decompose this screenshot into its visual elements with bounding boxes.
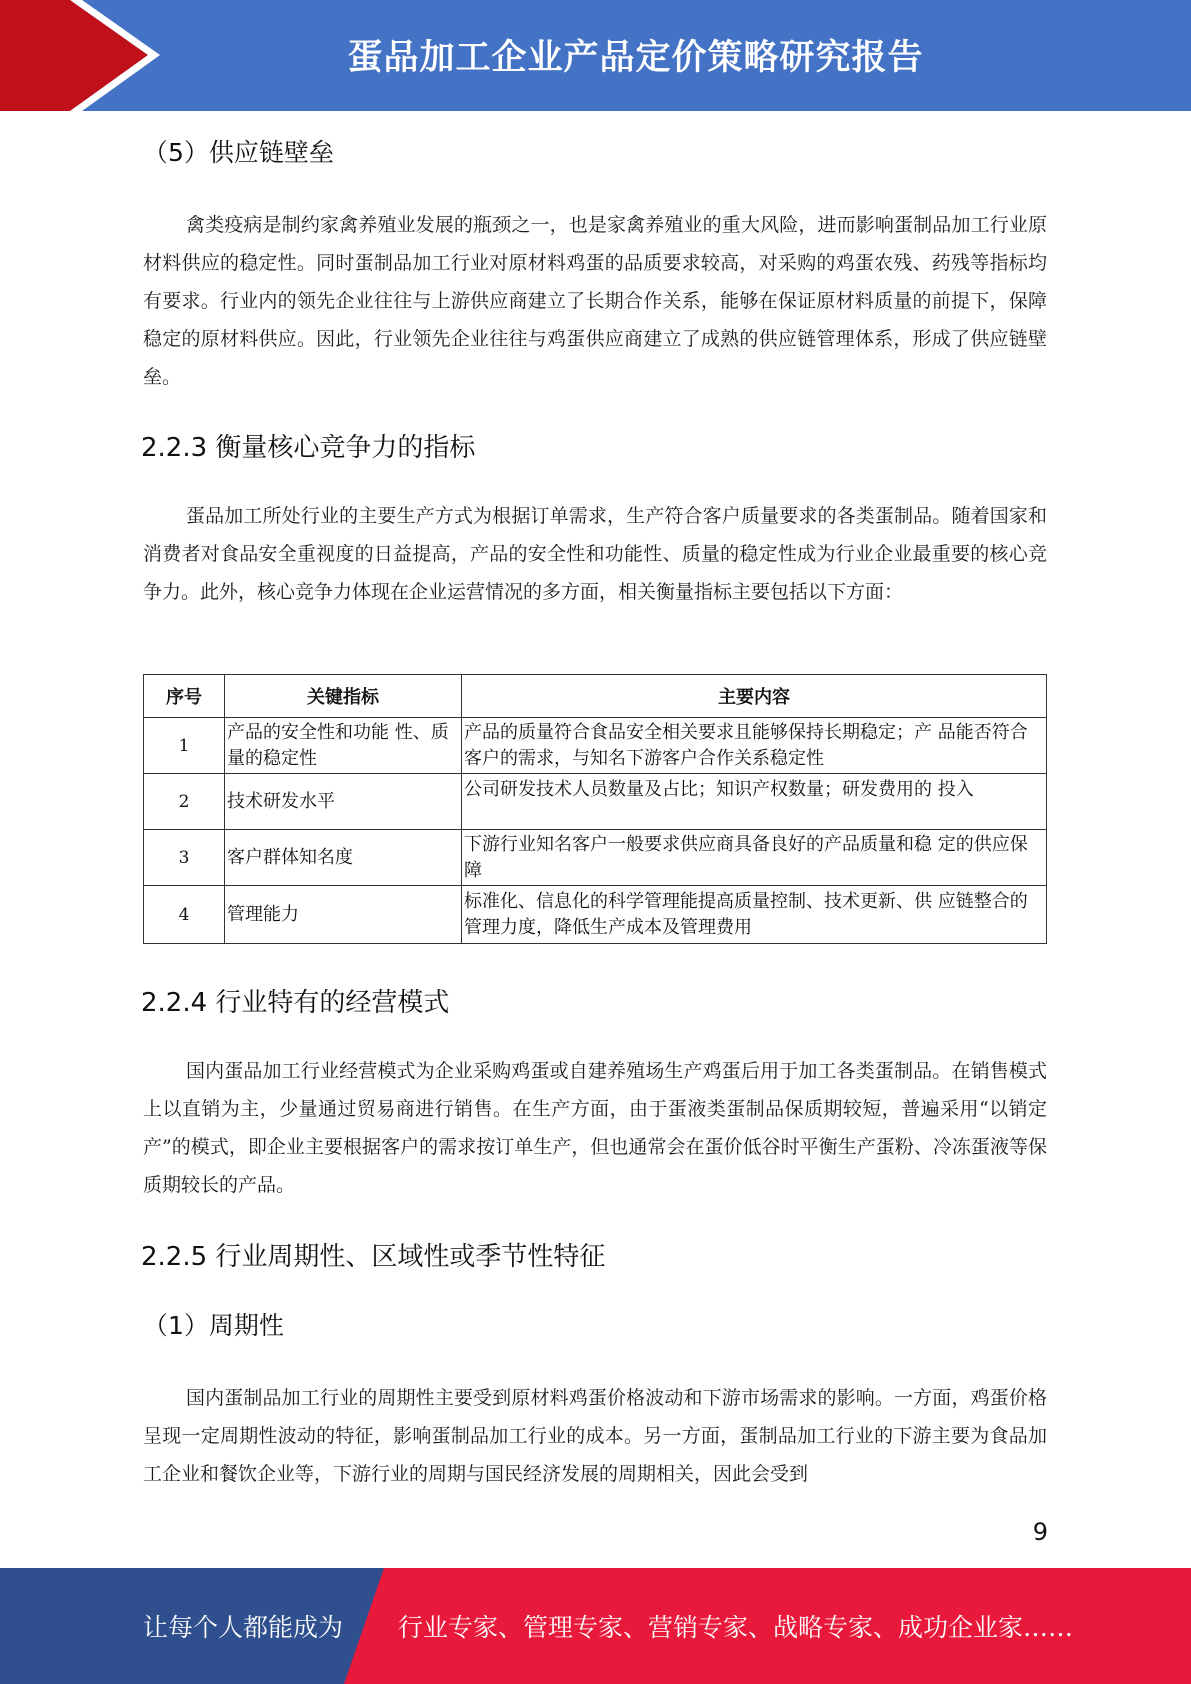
table-cell-content: 产品的质量符合食品安全相关要求且能够保持长期稳定；产 品能否符合客户的需求，与知名下游客户合作关系稳定性 xyxy=(462,718,1047,774)
table-cell-no: 3 xyxy=(144,830,225,886)
section-heading-2-2-5: 2.2.5 行业周期性、区域性或季节性特征 xyxy=(141,1242,606,1272)
subheading-supply-chain: （5）供应链壁垒 xyxy=(143,138,334,167)
paragraph-core-competitiveness: 蛋品加工所处行业的主要生产方式为根据订单需求，生产符合客户质量要求的各类蛋制品。随着国家和消费者对食品安全重视度的日益提高，产品的安全性和功能性、质量的稳定性成为行业企业最重要的核心竞争力。此外，核心竞争力体现在企业运营情况的多方面，相关衡量指标主要包括以下方面： xyxy=(143,505,1047,603)
table-cell-indicator: 管理能力 xyxy=(225,886,462,944)
table-cell-no: 1 xyxy=(144,718,225,774)
paragraph-supply-chain: 禽类疫病是制约家禽养殖业发展的瓶颈之一，也是家禽养殖业的重大风险，进而影响蛋制品加工行业原材料供应的稳定性。同时蛋制品加工行业对原材料鸡蛋的品质要求较高，对采购的鸡蛋农残、药残等指标均有要求。行业内的领先企业往往与上游供应商建立了长期合作关系，能够在保证原材料质量的前提下，保障稳定的原材料供应。因此，行业领先企业往往与鸡蛋供应商建立了成熟的供应链管理体系，形成了供应链壁垒。 xyxy=(143,214,1047,388)
table-cell-content: 标准化、信息化的科学管理能提高质量控制、技术更新、供 应链整合的管理力度，降低生产成本及管理费用 xyxy=(462,886,1047,944)
table-cell-indicator: 客户群体知名度 xyxy=(225,830,462,886)
indicator-table xyxy=(143,674,1047,944)
table-cell-indicator: 技术研发水平 xyxy=(225,774,462,830)
table-header-row xyxy=(144,675,1047,718)
table-row xyxy=(144,886,1047,944)
footer-slogan-left: 让每个人都能成为 xyxy=(143,1613,344,1642)
header-banner xyxy=(0,0,1191,111)
table-row xyxy=(144,718,1047,774)
table-row xyxy=(144,830,1047,886)
table-cell-content: 公司研发技术人员数量及占比；知识产权数量；研发费用的 投入 xyxy=(462,774,1047,830)
table-cell-indicator: 产品的安全性和功能 性、质量的稳定性 xyxy=(225,718,462,774)
table-header-no: 序号 xyxy=(144,675,225,718)
footer-banner xyxy=(0,1568,1191,1684)
section-heading-2-2-4: 2.2.4 行业特有的经营模式 xyxy=(141,988,450,1018)
paragraph-business-model: 国内蛋品加工行业经营模式为企业采购鸡蛋或自建养殖场生产鸡蛋后用于加工各类蛋制品。在销售模式上以直销为主，少量通过贸易商进行销售。在生产方面，由于蛋液类蛋制品保质期较短，普遍采用“以销定产”的模式，即企业主要根据客户的需求按订单生产，但也通常会在蛋价低谷时平衡生产蛋粉、冷冻蛋液等保质期较长的产品。 xyxy=(143,1060,1047,1196)
table-header-indicator: 关键指标 xyxy=(225,675,462,718)
table-cell-no: 4 xyxy=(144,886,225,944)
subheading-cyclicality: （1）周期性 xyxy=(143,1311,284,1340)
table-cell-content: 下游行业知名客户一般要求供应商具备良好的产品质量和稳 定的供应保障 xyxy=(462,830,1047,886)
table-row xyxy=(144,774,1047,830)
table-cell-no: 2 xyxy=(144,774,225,830)
section-heading-2-2-3: 2.2.3 衡量核心竞争力的指标 xyxy=(141,433,476,463)
page-number: 9 xyxy=(1032,1518,1048,1546)
table-header-content: 主要内容 xyxy=(462,675,1047,718)
paragraph-cyclicality: 国内蛋制品加工行业的周期性主要受到原材料鸡蛋价格波动和下游市场需求的影响。一方面，鸡蛋价格呈现一定周期性波动的特征，影响蛋制品加工行业的成本。另一方面，蛋制品加工行业的下游主要为食品加工企业和餐饮企业等，下游行业的周期与国民经济发展的周期相关，因此会受到 xyxy=(143,1387,1047,1485)
footer-slogan-right: 行业专家、管理专家、营销专家、战略专家、成功企业家…… xyxy=(398,1613,1074,1642)
report-title: 蛋品加工企业产品定价策略研究报告 xyxy=(347,38,924,78)
